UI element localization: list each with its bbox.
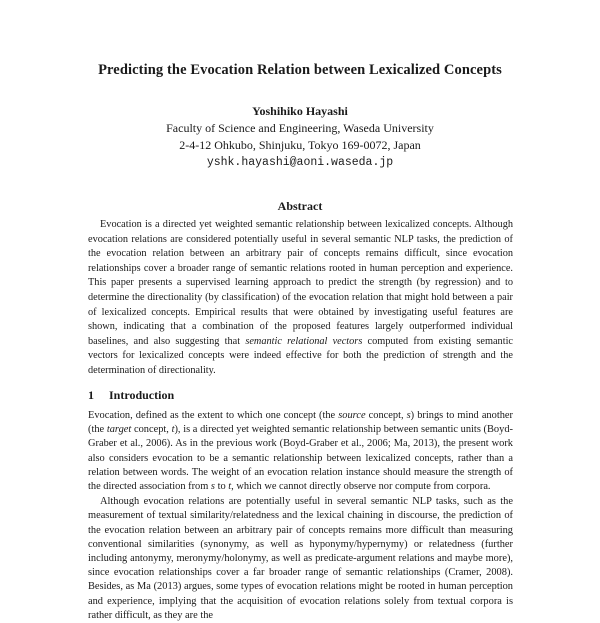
- author-block: [0, 103, 600, 171]
- italic-symbol: s: [406, 410, 411, 421]
- abstract-paragraph: [88, 218, 513, 379]
- abstract-italic-term: semantic relational vectors: [245, 335, 363, 347]
- abstract-text-2: computed from existing semantic vectors for lexicalized concepts were indeed effective for both the prediction of strength and the determination of directionality.: [88, 335, 513, 376]
- paper-title: Predicting the Evocation Relation between Lexicalized Concepts: [98, 62, 502, 78]
- italic-symbol: s: [210, 481, 215, 493]
- author-name: Yoshihiko Hayashi: [252, 104, 348, 118]
- italic-term: target: [106, 424, 132, 436]
- section-number: 1: [88, 388, 94, 402]
- intro-paragraph-2: Although evocation relations are potentially useful in several semantic NLP tasks, such as the measurement of textual similarity/relatedness and the lexical chaining in discourse, the prediction of the evocation relation between an arbitrary pair of concepts remains more difficult than measuring conventional similarities (synonymy, as well as hyponymy/hypernymy) or relatedness (further including antonymy, meronymy/holonymy, as well as predicate-argument relations and maybe more), since evocation relationships cover a far broader range of semantic relationships (Cramer, 2008). Besides, as Ma (2013) argues, some types of evocation relations might be rooted in human perception and experience, implying that the acquisition of evocation relations solely from textual corpora is rather difficult, as they are the: [88, 496, 513, 621]
- text-run: ), is a directed yet weighted semantic relationship between semantic units (Boyd-Graber et al., 2006). As in the previous work (Boyd-Graber et al., 2006; Ma, 2013), the present work also considers evocation to be a semantic relationship between lexicalized concepts, rather than a relation between words. The weight of an evocation relation instance should measure the strength of the directed association from: [88, 424, 513, 493]
- abstract-text-1: Evocation is a directed yet weighted semantic relationship between lexicalized concepts. Although evocation relations are considered potentially useful in several semantic NLP tasks, the prediction of the evocation relation between an arbitrary pair of concepts remains difficult, since evocation relationships cover a broader range of semantic relations rooted in human perception and experience. This paper presents a supervised learning approach to predict the strength (by regression) and to determine the directionality (by classification) of the evocation relation that might hold between a pair of lexicalized concepts. Empirical results that were obtained by investigating useful features are shown, indicating that a combination of the proposed features largely outperformed individual baselines, and also suggesting that: [88, 219, 513, 347]
- intro-paragraph-1: [88, 409, 513, 494]
- author-email: yshk.hayashi@aoni.waseda.jp: [206, 156, 394, 169]
- text-run: to: [214, 481, 229, 493]
- section-heading-introduction: [88, 388, 174, 403]
- text-run: concept,: [365, 410, 407, 421]
- italic-symbol: t: [171, 424, 175, 436]
- text-run: , which we cannot directly observe nor compute from corpora.: [231, 481, 491, 493]
- abstract-body: [88, 218, 513, 379]
- author-address: 2-4-12 Ohkubo, Shinjuku, Tokyo 169-0072, Japan: [179, 138, 421, 152]
- italic-term: source: [338, 410, 366, 421]
- author-affiliation: Faculty of Science and Engineering, Waseda University: [166, 121, 434, 135]
- text-run: ) brings to mind another (the: [88, 410, 513, 436]
- italic-symbol: t: [228, 481, 232, 493]
- introduction-body: [88, 409, 513, 623]
- text-run: Evocation, defined as the extent to which one concept (the: [88, 410, 339, 421]
- section-title: Introduction: [109, 388, 175, 402]
- text-run: concept,: [131, 424, 172, 436]
- abstract-heading: Abstract: [277, 199, 323, 213]
